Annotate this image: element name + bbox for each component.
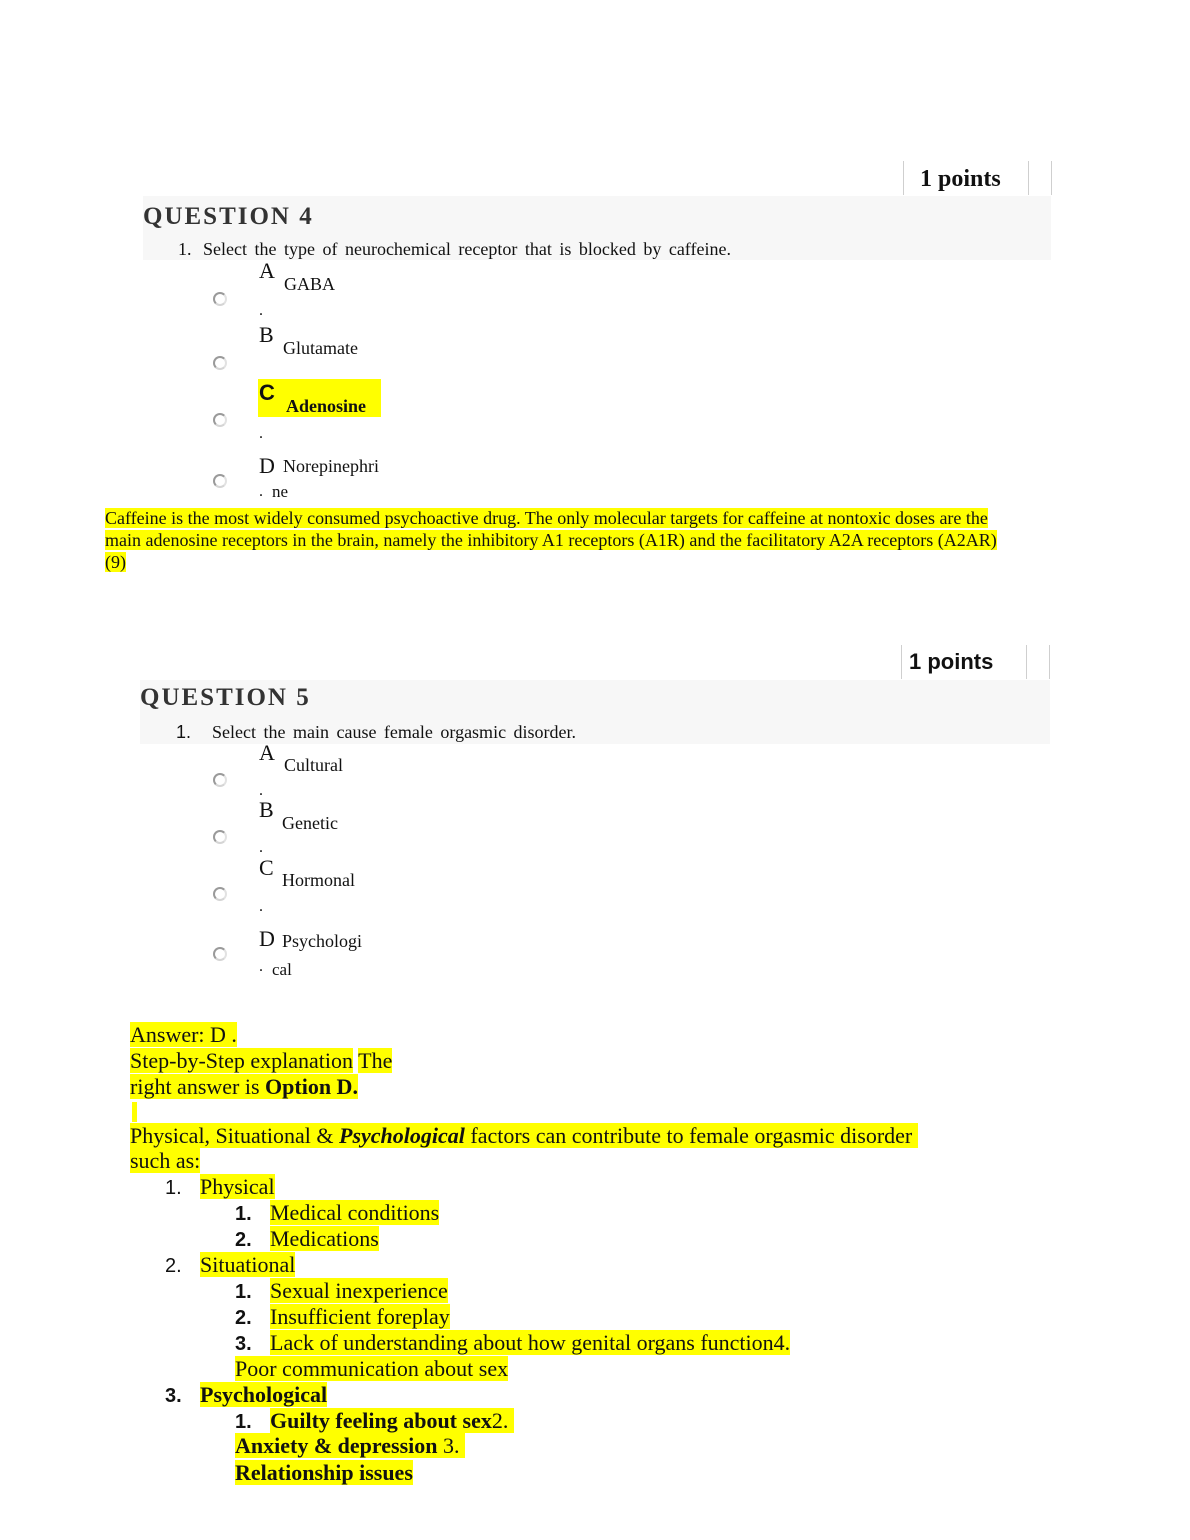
q5-option-d-dot: . xyxy=(259,958,263,975)
q5-option-c-letter: C xyxy=(259,855,274,880)
q4-option-b-text[interactable]: Glutamate xyxy=(283,338,358,358)
group-situational-item-2-num: 2. xyxy=(235,1307,252,1329)
group-psychological-item-2-text: Anxiety & depression xyxy=(235,1433,438,1458)
q5-option-c-dot: . xyxy=(259,898,263,915)
group-situational-item-3 xyxy=(235,1330,790,1357)
group-physical-item-2-num: 2. xyxy=(235,1229,252,1251)
answer-label: Answer: D . xyxy=(130,1022,237,1047)
q5-option-b-letter: B xyxy=(259,797,274,822)
group-situational-item-4-text: Poor communication about sex xyxy=(235,1356,509,1381)
q4-option-c-radio[interactable] xyxy=(213,413,227,427)
group-situational-num: 2. xyxy=(165,1255,182,1277)
q4-option-b-letter: B xyxy=(259,322,274,347)
q5-option-d-radio[interactable] xyxy=(213,947,227,961)
group-physical-item-2 xyxy=(235,1226,379,1253)
q5-option-c-text[interactable]: Hormonal xyxy=(282,870,355,890)
group-psychological-num: 3. xyxy=(165,1385,182,1407)
group-psychological-item-3 xyxy=(235,1460,413,1486)
group-physical-num: 1. xyxy=(165,1177,182,1199)
answer-option: Option D. xyxy=(265,1074,358,1099)
q5-option-b-radio[interactable] xyxy=(213,830,227,844)
group-situational-item-1 xyxy=(235,1278,448,1305)
q5-option-d-letter: D xyxy=(259,926,275,951)
answer-intro-line-2 xyxy=(130,1148,200,1174)
group-situational-item-2 xyxy=(235,1304,450,1331)
q4-option-d-letter: D xyxy=(259,453,275,478)
group-situational-item-1-num: 1. xyxy=(235,1281,252,1303)
answer-line-2 xyxy=(130,1048,392,1074)
q5-option-a-text[interactable]: Cultural xyxy=(284,755,343,775)
q4-option-d-text-2[interactable]: ne xyxy=(272,482,289,501)
answer-line-3 xyxy=(130,1074,358,1100)
q5-points-tail xyxy=(1025,645,1050,679)
answer-step-label: Step-by-Step explanation xyxy=(130,1048,354,1073)
answer-intro-d: such as: xyxy=(130,1148,201,1173)
group-psychological-item-1-text: Guilty feeling about sex xyxy=(270,1408,492,1433)
group-situational-label: Situational xyxy=(200,1252,296,1277)
group-situational xyxy=(165,1252,295,1279)
answer-intro-b: Psychological xyxy=(339,1123,465,1148)
q5-option-d-text-1[interactable]: Psychologi xyxy=(282,931,363,951)
q4-option-c-letter: C xyxy=(259,380,275,405)
q5-points: 1 points xyxy=(909,649,994,674)
q5-option-d-text-2[interactable]: cal xyxy=(272,960,292,979)
q4-explanation-line-2: main adenosine receptors in the brain, namely the inhibitory A1 receptors (A1R) and the facilitatory A2A receptors (A2AR) xyxy=(105,530,997,550)
q5-option-c-radio[interactable] xyxy=(213,887,227,901)
group-psychological-item-1 xyxy=(235,1408,514,1435)
q4-option-d-text-1[interactable]: Norepinephri xyxy=(283,456,379,476)
q5-title: QUESTION 5 xyxy=(140,684,311,711)
answer-intro-c: factors can contribute to female orgasmic disorder xyxy=(464,1123,913,1148)
q4-option-a-dot: . xyxy=(259,302,263,319)
q5-option-a-radio[interactable] xyxy=(213,773,227,787)
q5-option-a-letter: A xyxy=(259,740,275,765)
q4-option-b-radio[interactable] xyxy=(213,356,227,370)
group-physical-item-1-num: 1. xyxy=(235,1203,252,1225)
q4-option-a-text[interactable]: GABA xyxy=(284,274,336,294)
q4-option-a-letter: A xyxy=(259,258,275,283)
group-psychological xyxy=(165,1382,327,1409)
group-psychological-item-2-tail: 3. xyxy=(437,1433,460,1458)
q4-points: 1 points xyxy=(920,166,1001,192)
group-physical-label: Physical xyxy=(200,1174,275,1199)
q4-points-tail xyxy=(1027,161,1052,195)
group-physical-item-2-text: Medications xyxy=(270,1226,379,1251)
group-situational-item-4 xyxy=(235,1356,508,1382)
answer-intro-line-1 xyxy=(130,1123,918,1149)
q4-number: 1. xyxy=(178,239,192,259)
group-physical-item-1 xyxy=(235,1200,439,1227)
answer-right-is: right answer is xyxy=(130,1074,266,1099)
q4-title: QUESTION 4 xyxy=(143,203,314,230)
answer-line-1 xyxy=(130,1022,237,1048)
q4-option-c-text[interactable]: Adenosine xyxy=(286,396,367,416)
q5-option-a-dot: . xyxy=(259,782,263,799)
group-situational-item-3-text: Lack of understanding about how genital organs function4. xyxy=(270,1330,791,1355)
q5-option-b-dot: . xyxy=(259,839,263,856)
group-situational-item-2-text: Insufficient foreplay xyxy=(270,1304,450,1329)
q4-option-a-radio[interactable] xyxy=(213,292,227,306)
group-psychological-item-2 xyxy=(235,1433,465,1459)
group-psychological-item-1-num: 1. xyxy=(235,1411,252,1433)
group-physical-item-1-text: Medical conditions xyxy=(270,1200,440,1225)
q4-explanation-line-1: Caffeine is the most widely consumed psychoactive drug. The only molecular targets for caffeine at nontoxic doses are the xyxy=(105,508,988,528)
answer-step-the: The xyxy=(358,1048,393,1073)
q5-text: Select the main cause female orgasmic disorder. xyxy=(212,722,577,742)
group-psychological-item-3-text: Relationship issues xyxy=(235,1460,413,1485)
q4-text: Select the type of neurochemical receptor that is blocked by caffeine. xyxy=(203,239,731,259)
q4-explanation-line-3: (9) xyxy=(105,552,126,572)
q5-option-b-text[interactable]: Genetic xyxy=(282,813,338,833)
q4-option-c-dot: . xyxy=(259,425,263,442)
answer-intro-a: Physical, Situational & xyxy=(130,1123,339,1148)
group-situational-item-1-text: Sexual inexperience xyxy=(270,1278,448,1303)
q4-option-d-dot: . xyxy=(259,483,263,500)
answer-marker xyxy=(132,1102,137,1122)
q4-explanation xyxy=(105,507,997,573)
group-situational-item-3-num: 3. xyxy=(235,1333,252,1355)
group-physical xyxy=(165,1174,275,1201)
group-psychological-item-1-tail: 2. xyxy=(491,1408,509,1433)
group-psychological-label: Psychological xyxy=(200,1382,328,1407)
q4-option-d-radio[interactable] xyxy=(213,474,227,488)
q5-number: 1. xyxy=(176,722,192,742)
